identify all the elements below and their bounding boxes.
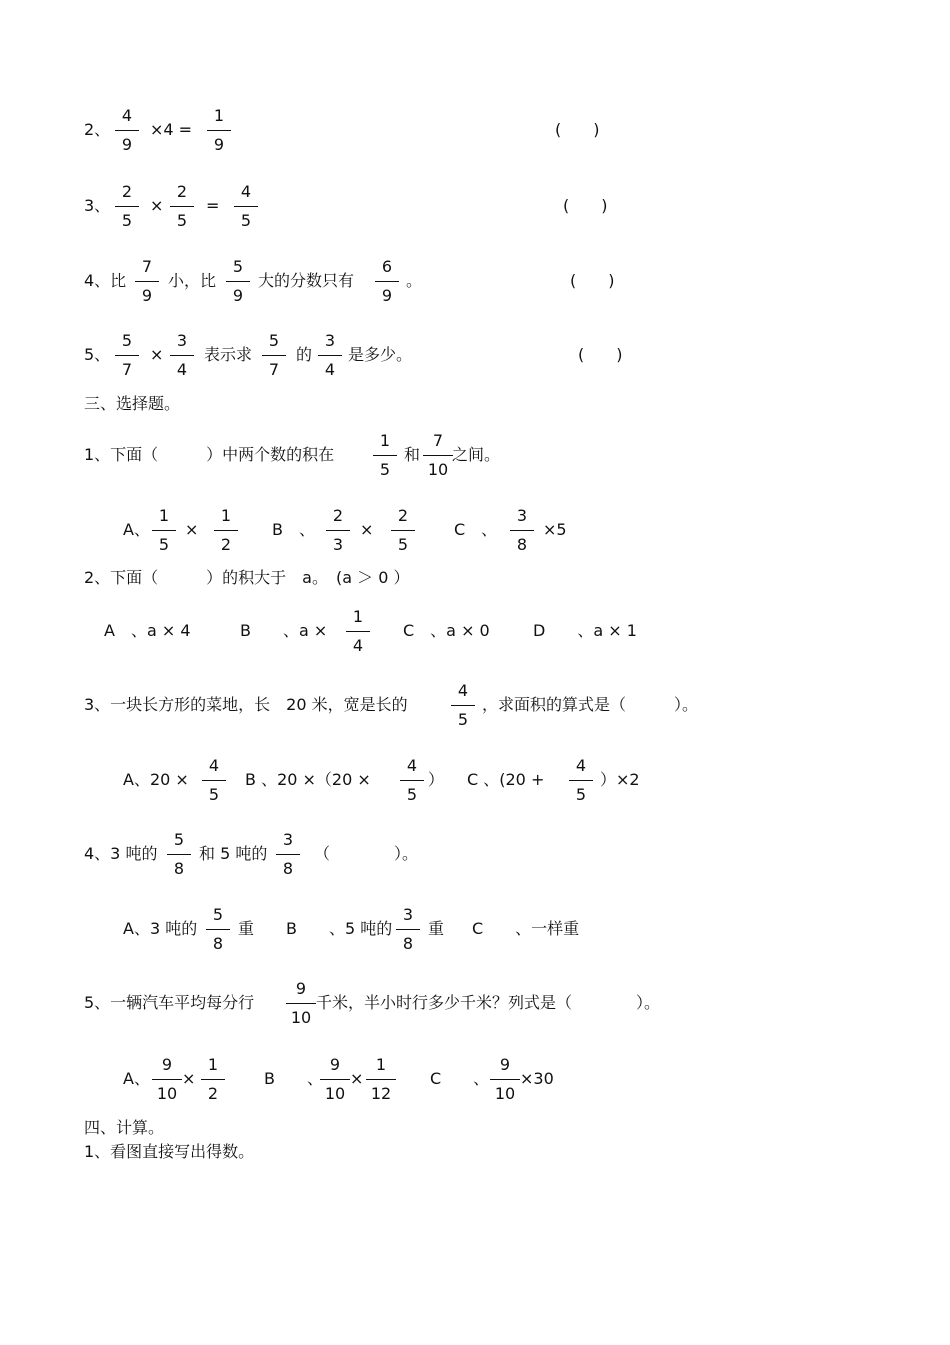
fraction: 4 5: [569, 755, 593, 806]
operator-text: ×5: [543, 520, 567, 539]
operator-text: ×: [185, 520, 199, 539]
question-number: 2、: [84, 120, 111, 139]
operator-text: ）×2: [600, 770, 640, 789]
fraction: 3 4: [318, 330, 342, 381]
option-c[interactable]: C 、: [454, 520, 498, 539]
fraction: 4 5: [234, 181, 258, 232]
question-text: 1、看图直接写出得数。: [84, 1142, 255, 1161]
question-text: 4、3 吨的: [84, 844, 158, 863]
fraction: 1 5: [373, 430, 397, 481]
option-text: 重: [428, 919, 445, 938]
option-d[interactable]: D 、a × 1: [533, 621, 637, 640]
option-a[interactable]: A 、a × 4: [104, 621, 191, 640]
answer-blank[interactable]: ( ): [578, 345, 623, 364]
fraction: 1 9: [207, 105, 231, 156]
operator-text: ×: [350, 1069, 364, 1088]
fraction: 6 9: [375, 256, 399, 307]
option-a[interactable]: A、3 吨的: [123, 919, 198, 938]
fraction: 1 5: [152, 505, 176, 556]
answer-blank[interactable]: （ ）。: [314, 844, 419, 863]
option-b[interactable]: B 、5 吨的: [286, 919, 393, 938]
option-b[interactable]: B 、: [272, 520, 315, 539]
fraction: 9 10: [286, 978, 316, 1029]
option-a[interactable]: A、20 ×: [123, 770, 189, 789]
question-text: 1、下面（ ）中两个数的积在: [84, 445, 335, 464]
question-text: 2、下面（ ）的积大于 a。 (a ＞ 0 ）: [84, 568, 410, 587]
fraction: 3 8: [510, 505, 534, 556]
question-text: ，求面积的算式是（ ）。: [482, 695, 699, 714]
fraction: 9 10: [320, 1054, 350, 1105]
fraction: 2 5: [115, 181, 139, 232]
answer-blank[interactable]: ( ): [563, 196, 608, 215]
fraction: 7 10: [423, 430, 453, 481]
question-number: 3、: [84, 196, 111, 215]
operator-text: ）: [428, 770, 445, 789]
fraction: 9 10: [490, 1054, 520, 1105]
fraction: 1 2: [201, 1054, 225, 1105]
fraction: 1 2: [214, 505, 238, 556]
option-text: 重: [238, 919, 255, 938]
option-c[interactable]: C 、一样重: [472, 919, 580, 938]
option-c[interactable]: C 、a × 0: [403, 621, 490, 640]
operator-text: ×: [150, 196, 164, 215]
fraction: 5 8: [206, 904, 230, 955]
question-text: 和 5 吨的: [199, 844, 268, 863]
operator-text: ×: [360, 520, 374, 539]
fraction: 3 8: [276, 829, 300, 880]
option-a[interactable]: A、: [123, 1069, 150, 1088]
option-c[interactable]: C 、: [430, 1069, 490, 1088]
question-text: 的: [296, 345, 313, 364]
fraction: 2 5: [391, 505, 415, 556]
fraction: 2 3: [326, 505, 350, 556]
section-title: 四、计算。: [84, 1118, 165, 1137]
operator-text: ×30: [520, 1069, 554, 1088]
question-text: 千米，半小时行多少千米？列式是（ ）。: [316, 993, 661, 1012]
question-text: 大的分数只有: [258, 271, 355, 290]
option-c[interactable]: C 、(20 +: [467, 770, 545, 789]
fraction: 5 7: [115, 330, 139, 381]
option-b[interactable]: B 、: [264, 1069, 323, 1088]
fraction: 7 9: [135, 256, 159, 307]
fraction: 1 12: [366, 1054, 396, 1105]
fraction: 3 8: [396, 904, 420, 955]
fraction: 5 9: [226, 256, 250, 307]
fraction: 4 5: [451, 680, 475, 731]
fraction: 2 5: [170, 181, 194, 232]
fraction: 4 5: [400, 755, 424, 806]
fraction: 9 10: [152, 1054, 182, 1105]
question-text: 和: [404, 445, 421, 464]
operator-text: ×4 =: [150, 120, 193, 139]
answer-blank[interactable]: ( ): [555, 120, 600, 139]
operator-text: =: [206, 196, 220, 215]
question-text: 表示求: [204, 345, 253, 364]
option-b[interactable]: B 、20 ×（20 ×: [245, 770, 371, 789]
question-text: 小，比: [168, 271, 217, 290]
question-text: 5、一辆汽车平均每分行: [84, 993, 255, 1012]
fraction: 1 4: [346, 606, 370, 657]
fraction: 5 8: [167, 829, 191, 880]
section-title: 三、选择题。: [84, 394, 181, 413]
operator-text: ×: [182, 1069, 196, 1088]
question-text: 之间。: [452, 445, 501, 464]
question-text: 3、一块长方形的菜地，长 20 米，宽是长的: [84, 695, 408, 714]
fraction: 4 9: [115, 105, 139, 156]
answer-blank[interactable]: ( ): [570, 271, 615, 290]
option-b[interactable]: B 、a ×: [240, 621, 328, 640]
fraction: 3 4: [170, 330, 194, 381]
fraction: 4 5: [202, 755, 226, 806]
question-text: 是多少。: [348, 345, 413, 364]
question-number: 5、: [84, 345, 111, 364]
question-text: 。: [406, 271, 423, 290]
operator-text: ×: [150, 345, 164, 364]
question-number: 4、比: [84, 271, 127, 290]
fraction: 5 7: [262, 330, 286, 381]
option-a[interactable]: A、: [123, 520, 150, 539]
